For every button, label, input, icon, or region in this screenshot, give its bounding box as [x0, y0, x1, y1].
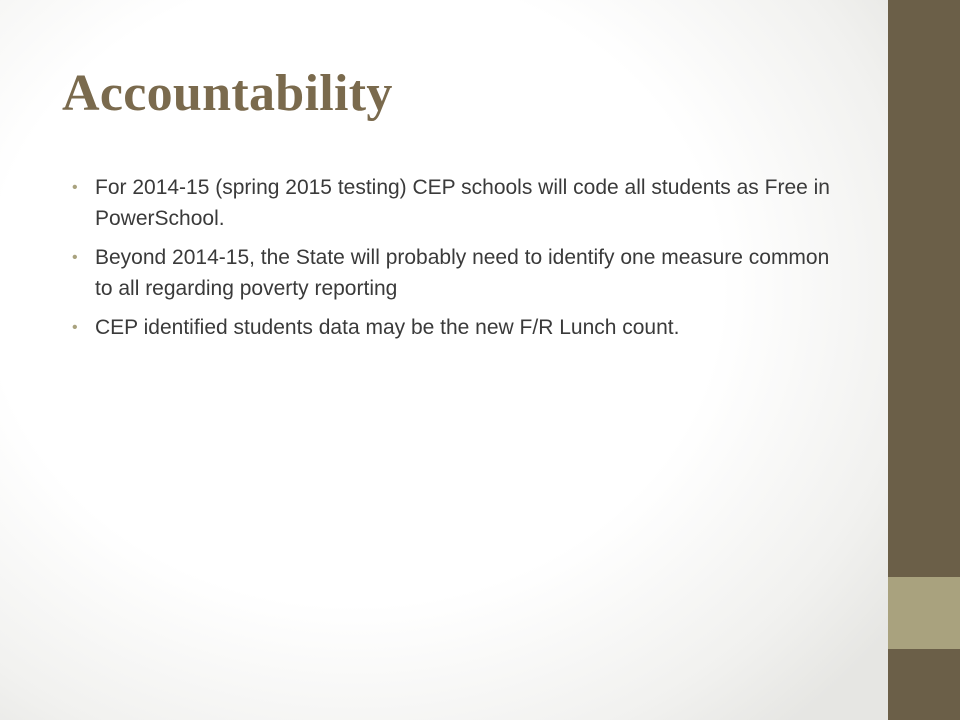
- bullet-item: [72, 172, 842, 234]
- bullet-marker: •: [72, 319, 78, 336]
- bullet-text: Beyond 2014-15, the State will probably need to identify one measure common to all regarding poverty reporting: [95, 246, 830, 300]
- bullet-item: [72, 242, 842, 304]
- bullet-marker: •: [72, 249, 78, 266]
- bullet-list: [72, 172, 842, 351]
- bullet-text: For 2014-15 (spring 2015 testing) CEP schools will code all students as Free in PowerSchool.: [95, 176, 830, 230]
- slide-title: Accountability: [62, 65, 393, 122]
- bullet-item: [72, 312, 842, 343]
- bullet-marker: •: [72, 179, 78, 196]
- decorative-sidebar-accent: [888, 577, 960, 649]
- bullet-text: CEP identified students data may be the new F/R Lunch count.: [95, 316, 680, 339]
